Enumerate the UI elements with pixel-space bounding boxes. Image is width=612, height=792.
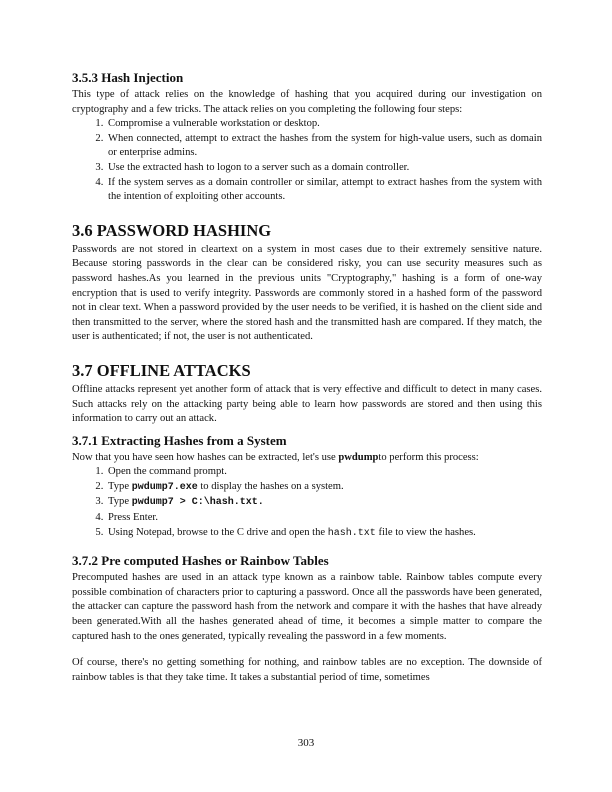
step-text: file to view the hashes. [375,526,476,538]
extracting-hashes-intro [72,451,542,466]
rainbow-tables-body-1: Precomputed hashes are used in an attack type known as a rainbow table. Rainbow tables compute every possible combination of characters prior to capturing a password. Once all the passwords have been generated, the attacker can capture the password hash from the network and compare it with the hashes that have already been generated.With all the hashes generated ahead of time, it becomes a simple matter to compare the captured hash to the ones generated, typically revealing the password in a few moments. [72,572,542,642]
command-code: pwdump7 > C:\hash.txt. [131,497,264,509]
rainbow-tables-body-2: Of course, there's no getting something for nothing, and rainbow tables are no exception. The downside of rainbow tables is that they take time. It takes a substantial period of time, sometimes [72,657,542,683]
list-item: 3. Use the extracted hash to logon to a server such as a domain controller. [106,161,542,176]
section-heading-hash-injection: 3.5.3 Hash Injection [72,70,184,85]
section-heading-extracting-hashes: 3.7.1 Extracting Hashes from a System [72,432,287,448]
step-text: Type [108,480,132,492]
list-item [106,495,542,511]
section-heading-rainbow-tables: 3.7.2 Pre computed Hashes or Rainbow Tables [72,553,329,569]
list-item: 2. When connected, attempt to extract the hashes from the system for high-value users, such as domain or enterprise admins. [106,132,542,161]
step-text: Using Notepad, browse to the C drive and open the [108,526,328,538]
page-number: 303 [297,737,315,749]
offline-attacks-body: Offline attacks represent yet another form of attack that is very effective and difficult to detect in many cases. Such attacks rely on the attacking party being able to learn how passwords are stored and then using this information to carry out an attack. [72,383,542,425]
section-heading-offline-attacks: 3.7 OFFLINE ATTACKS [72,360,251,380]
hash-injection-steps [72,117,542,205]
page-content [72,70,542,685]
list-item [106,480,542,496]
step-text: Type [108,496,132,508]
command-code: pwdump7.exe [131,481,198,493]
file-name: hash.txt [327,527,376,539]
tool-name: pwdump [338,451,379,463]
list-item: 4. Press Enter. [106,511,542,526]
step-text: to display the hashes on a system. [197,480,344,492]
section-heading-password-hashing: 3.6 PASSWORD HASHING [72,220,272,240]
password-hashing-body: Passwords are not stored in cleartext on a system in most cases due to their extremely sensitive nature. Because storing passwords in the clear can be considered risky, you can use security measures such as password hashes.As you learned in the previous units "Cryptography," hashing is a form of one-way encryption that is used to verify integrity. Passwords are commonly stored in a hashed form of the password not in clear text. When a password provided by the user needs to be verified, it is hashed on the client side and then transmitted to the server, where the stored hash and the transmitted hash are compared. If they match, the user is authenticated; if not, the user is not authenticated. [72,243,542,343]
extracting-hashes-steps [72,465,542,541]
intro-text: Now that you have seen how hashes can be extracted, let's use [72,451,339,463]
intro-text-end: to perform this process: [378,451,479,463]
list-item: 4. If the system serves as a domain controller or similar, attempt to extract hashes from the system with the intention of exploiting other accounts. [106,176,542,205]
list-item [106,526,542,542]
list-item: 1. Open the command prompt. [106,465,542,480]
list-item: 1. Compromise a vulnerable workstation or desktop. [106,117,542,132]
hash-injection-intro: This type of attack relies on the knowledge of hashing that you acquired during our investigation on cryptography and a few tricks. The attack relies on you completing the following four steps: [72,89,542,115]
